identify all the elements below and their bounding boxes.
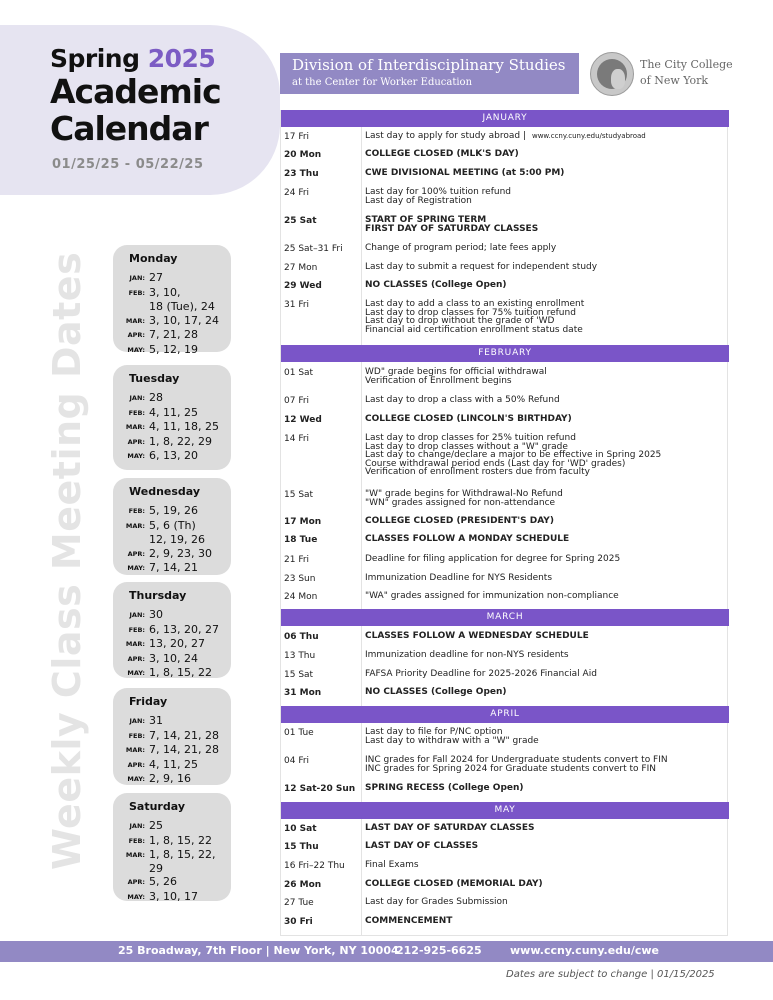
event-description: NO CLASSES (College Open): [365, 280, 507, 290]
month-abbrev: FEB:: [128, 288, 145, 297]
event-date: 21 Fri: [284, 555, 310, 565]
event-description: START OF SPRING TERM FIRST DAY OF SATURDAY CLASSES: [365, 215, 539, 234]
meeting-dates: 12, 19, 26: [149, 533, 205, 546]
event-date: 29 Wed: [284, 281, 322, 291]
meeting-dates: 13, 20, 27: [149, 637, 205, 650]
meeting-dates: 18 (Tue), 24: [149, 300, 215, 313]
meeting-dates: 1, 8, 15, 22: [149, 666, 212, 679]
meeting-dates: 4, 11, 18, 25: [149, 420, 219, 433]
event-date: 25 Sat–31 Fri: [284, 244, 343, 254]
event-date: 18 Tue: [284, 535, 318, 545]
month-abbrev: APR:: [127, 331, 145, 339]
meeting-dates: 2, 9, 23, 30: [149, 546, 212, 560]
event-date: 16 Fri–22 Thu: [284, 861, 345, 871]
day-date-row: [113, 343, 231, 358]
event-date: 24 Mon: [284, 592, 318, 602]
month-abbrev: JAN:: [129, 274, 145, 282]
event-description: Last day to drop classes for 25% tuition refund Last day to drop classes without a "W" grade Last day to change/declare a major to be effective in Spring 2025 Course withdrawal period ends (Last day for 'WD' grades) Verification of enrollment rosters due from faculty: [365, 433, 662, 477]
day-date-row: [113, 608, 231, 623]
event-description: Last day to submit a request for independent study: [365, 262, 598, 272]
month-abbrev: JAN:: [129, 717, 145, 725]
event-date: 01 Tue: [284, 728, 314, 738]
division-name: Division of Interdisciplinary Studies: [292, 56, 566, 74]
day-date-row: [113, 286, 231, 301]
meeting-dates: 7, 14, 21, 28: [149, 743, 219, 756]
day-name: Monday: [129, 252, 178, 265]
meeting-dates: 30: [149, 608, 163, 621]
month-abbrev: FEB:: [128, 625, 145, 634]
day-date-row: [113, 848, 231, 875]
month-header-may: MAY: [281, 802, 729, 819]
event-description: Last day to apply for study abroad | www.ccny.cuny.edu/studyabroad: [365, 131, 646, 141]
event-description: Last day to add a class to an existing enrollment Last day to drop classes for 75% tuition refund Last day to drop without the grade of 'WD Financial aid certification enrollment status date: [365, 299, 585, 335]
event-date: 24 Fri: [284, 188, 310, 198]
day-name: Thursday: [129, 589, 187, 602]
day-date-row: [113, 890, 231, 905]
day-date-row: [113, 637, 231, 652]
day-date-row: [113, 714, 231, 729]
month-abbrev: MAR:: [125, 851, 145, 859]
event-description: COLLEGE CLOSED (MLK'S DAY): [365, 149, 519, 159]
meeting-dates: 4, 11, 25: [149, 405, 198, 419]
month-header-february: FEBRUARY: [281, 345, 729, 362]
event-date: 31 Fri: [284, 300, 310, 310]
event-description: COLLEGE CLOSED (MEMORIAL DAY): [365, 879, 543, 889]
day-date-row: [113, 406, 231, 421]
day-date-row: [113, 652, 231, 667]
meeting-dates: 3, 10, 17: [149, 889, 198, 903]
event-date: 13 Thu: [284, 651, 316, 661]
month-header-march: MARCH: [281, 609, 729, 626]
day-date-row: [113, 449, 231, 464]
meeting-dates: 6, 13, 20, 27: [149, 622, 219, 636]
day-date-row: [113, 561, 231, 576]
month-abbrev: MAR:: [125, 316, 145, 325]
event-description: COMMENCEMENT: [365, 916, 453, 926]
month-abbrev: JAN:: [129, 822, 145, 830]
vertical-title: Weekly Class Meeting Dates: [45, 251, 89, 870]
event-date: 27 Tue: [284, 898, 314, 908]
month-abbrev: FEB:: [128, 408, 145, 417]
event-description: SPRING RECESS (College Open): [365, 783, 524, 793]
month-abbrev: MAR:: [125, 640, 145, 648]
day-date-row: [113, 743, 231, 758]
footer-bar: [0, 941, 773, 962]
day-date-row: [113, 435, 231, 450]
meeting-dates: 3, 10, 17, 24: [149, 313, 219, 327]
meeting-dates: 7, 14, 21: [149, 561, 198, 574]
event-date: 01 Sat: [284, 368, 314, 378]
event-date: 31 Mon: [284, 688, 322, 698]
event-description: Immunization Deadline for NYS Residents: [365, 573, 553, 583]
month-header-april: APRIL: [281, 706, 729, 723]
event-description: COLLEGE CLOSED (PRESIDENT'S DAY): [365, 516, 554, 526]
meeting-dates: 1, 8, 22, 29: [149, 434, 212, 448]
event-date: 20 Mon: [284, 150, 322, 160]
meeting-dates: 25: [149, 819, 163, 832]
event-date: 15 Sat: [284, 670, 314, 680]
meeting-dates: 27: [149, 271, 163, 284]
event-description: CWE DIVISIONAL MEETING (at 5:00 PM): [365, 168, 565, 178]
meeting-dates: 31: [149, 714, 163, 727]
day-name: Tuesday: [129, 372, 180, 385]
month-abbrev: MAY:: [127, 564, 145, 572]
event-description: INC grades for Fall 2024 for Undergraduate students convert to FIN INC grades for Spring 2024 for Graduate students convert to FIN: [365, 755, 668, 774]
day-date-row: [113, 519, 231, 534]
day-date-row: [113, 271, 231, 286]
day-date-row: [113, 547, 231, 562]
meeting-dates: 7, 21, 28: [149, 328, 198, 341]
month-abbrev: MAY:: [127, 892, 145, 901]
study-abroad-link[interactable]: www.ccny.cuny.edu/studyabroad: [531, 132, 646, 140]
title-academic: Academic: [50, 72, 221, 111]
month-abbrev: MAY:: [127, 669, 145, 677]
day-date-row: [113, 875, 231, 890]
month-abbrev: FEB:: [128, 507, 145, 515]
event-description: Last day for Grades Submission: [365, 897, 508, 907]
disclaimer-note: Dates are subject to change | 01/15/2025: [506, 969, 715, 980]
event-description: Final Exams: [365, 860, 419, 870]
event-description: Last day to file for P/NC option Last day to withdraw with a "W" grade: [365, 727, 539, 746]
event-date: 17 Mon: [284, 517, 322, 527]
day-date-row: [113, 623, 231, 638]
day-date-row: [113, 533, 231, 547]
event-description: WD" grade begins for official withdrawal Verification of Enrollment begins: [365, 367, 547, 386]
event-description: LAST DAY OF SATURDAY CLASSES: [365, 823, 535, 833]
meeting-dates: 6, 13, 20: [149, 449, 198, 462]
date-range: 01/25/25 - 05/22/25: [52, 157, 204, 172]
meeting-dates: 7, 14, 21, 28: [149, 728, 219, 742]
month-header-january: JANUARY: [281, 110, 729, 127]
event-description: COLLEGE CLOSED (LINCOLN'S BIRTHDAY): [365, 414, 572, 424]
day-date-row: [113, 504, 231, 519]
event-date: 10 Sat: [284, 824, 317, 834]
meeting-dates: 5, 6 (Th): [149, 518, 196, 532]
day-date-row: [113, 834, 231, 849]
meeting-dates: 3, 10,: [149, 285, 181, 299]
event-date: 12 Sat-20 Sun: [284, 784, 356, 794]
event-description: Last day for 100% tuition refund Last day of Registration: [365, 187, 512, 206]
division-subtitle: at the Center for Worker Education: [292, 77, 473, 88]
event-description: FAFSA Priority Deadline for 2025-2026 Financial Aid: [365, 669, 597, 679]
meeting-dates: 3, 10, 24: [149, 651, 198, 665]
meeting-dates: 2, 9, 16: [149, 772, 191, 785]
event-date: 14 Fri: [284, 434, 310, 444]
meeting-dates: 5, 19, 26: [149, 504, 198, 517]
event-date: 23 Thu: [284, 169, 319, 179]
day-card-monday: [113, 245, 231, 356]
month-abbrev: FEB:: [128, 836, 145, 845]
meeting-dates: 5, 26: [149, 875, 177, 888]
month-abbrev: JAN:: [129, 611, 145, 619]
title-year: 2025: [147, 44, 216, 73]
footer-phone: 212-925-6625: [396, 944, 482, 957]
day-date-row: [113, 729, 231, 744]
title-spring: Spring 2025: [50, 44, 216, 73]
month-abbrev: APR:: [127, 437, 145, 446]
day-card-friday: [113, 688, 231, 785]
division-banner: [280, 53, 579, 94]
meeting-dates: 1, 8, 15, 22, 29: [149, 848, 216, 875]
month-abbrev: JAN:: [129, 394, 145, 402]
day-name: Wednesday: [129, 485, 201, 498]
month-abbrev: APR:: [127, 654, 145, 663]
month-abbrev: MAR:: [125, 521, 145, 530]
month-abbrev: MAY:: [127, 775, 145, 783]
event-description: LAST DAY OF CLASSES: [365, 841, 479, 851]
event-description: NO CLASSES (College Open): [365, 687, 507, 697]
day-card-thursday: [113, 582, 231, 678]
event-description: CLASSES FOLLOW A WEDNESDAY SCHEDULE: [365, 631, 589, 641]
meeting-dates: 1, 8, 15, 22: [149, 833, 212, 847]
month-abbrev: FEB:: [128, 731, 145, 740]
month-abbrev: MAY:: [127, 452, 145, 460]
event-date: 15 Thu: [284, 842, 319, 852]
event-description: Immunization deadline for non-NYS residents: [365, 650, 569, 660]
day-date-row: [113, 772, 231, 787]
event-date: 26 Mon: [284, 880, 322, 890]
event-description: "W" grade begins for Withdrawal-No Refund "WN" grades assigned for non-attendance: [365, 489, 563, 508]
event-date: 17 Fri: [284, 132, 310, 142]
month-abbrev: [113, 300, 149, 314]
meeting-dates: 4, 11, 25: [149, 757, 198, 771]
month-abbrev: [113, 533, 149, 547]
month-abbrev: MAR:: [125, 423, 145, 431]
event-date: 23 Sun: [284, 574, 316, 584]
calendar-table: [280, 110, 728, 936]
month-abbrev: APR:: [127, 760, 145, 769]
day-date-row: [113, 420, 231, 435]
event-date: 30 Fri: [284, 917, 313, 927]
month-abbrev: MAR:: [125, 746, 145, 754]
event-description: Last day to drop a class with a 50% Refund: [365, 395, 560, 405]
day-date-row: [113, 819, 231, 834]
event-date: 25 Sat: [284, 216, 317, 226]
title-calendar: Calendar: [50, 109, 208, 148]
day-date-row: [113, 666, 231, 681]
event-description: Deadline for filing application for degree for Spring 2025: [365, 554, 621, 564]
event-date: 15 Sat: [284, 490, 314, 500]
event-date: 07 Fri: [284, 396, 310, 406]
day-card-wednesday: [113, 478, 231, 575]
event-date: 04 Fri: [284, 756, 310, 766]
day-name: Saturday: [129, 800, 185, 813]
day-card-tuesday: [113, 365, 231, 470]
meeting-dates: 28: [149, 391, 163, 404]
month-abbrev: MAY:: [127, 345, 145, 354]
day-date-row: [113, 300, 231, 314]
event-description: CLASSES FOLLOW A MONDAY SCHEDULE: [365, 534, 570, 544]
event-description: "WA" grades assigned for immunization non-compliance: [365, 591, 619, 601]
meeting-dates: 5, 12, 19: [149, 342, 198, 356]
month-abbrev: APR:: [127, 549, 145, 558]
event-date: 12 Wed: [284, 415, 322, 425]
day-card-saturday: [113, 793, 231, 901]
footer-address: 25 Broadway, 7th Floor | New York, NY 10004: [118, 944, 399, 957]
event-description: Change of program period; late fees apply: [365, 243, 557, 253]
day-date-row: [113, 328, 231, 343]
day-date-row: [113, 314, 231, 329]
event-date: 06 Thu: [284, 632, 319, 642]
day-date-row: [113, 391, 231, 406]
footer-website[interactable]: www.ccny.cuny.edu/cwe: [510, 944, 660, 957]
event-date: 27 Mon: [284, 263, 318, 273]
day-date-row: [113, 758, 231, 773]
month-abbrev: APR:: [127, 878, 145, 886]
day-name: Friday: [129, 695, 168, 708]
college-name: The City College of New York: [640, 58, 733, 87]
college-seal-icon: [590, 52, 634, 96]
